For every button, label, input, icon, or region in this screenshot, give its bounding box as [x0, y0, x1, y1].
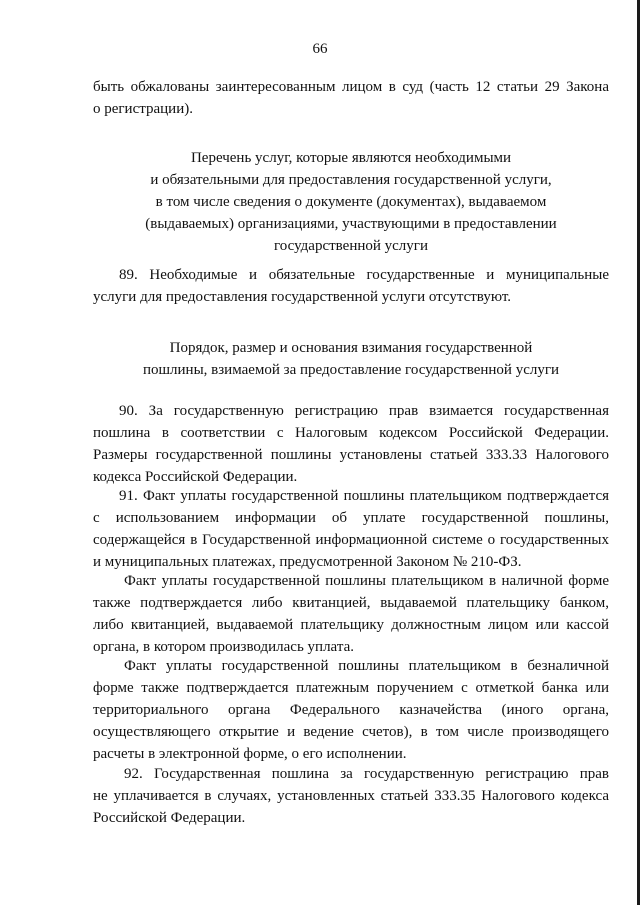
paragraph-91-noncash — [93, 655, 609, 765]
text-line: с использованием информации об уплате государственной пошлины, — [93, 510, 609, 526]
paragraph-91-cash — [93, 570, 609, 658]
text-line: 89. Необходимые и обязательные государственные и муниципальные — [119, 267, 609, 283]
section-heading-fee — [93, 337, 609, 381]
heading-line: Порядок, размер и основания взимания государственной — [169, 340, 533, 356]
text-line: кодекса Российской Федерации. — [93, 469, 298, 485]
page-number: 66 — [312, 41, 328, 57]
text-line: Российской Федерации. — [93, 810, 246, 826]
text-line: 90. За государственную регистрацию прав взимается государственная — [119, 403, 609, 419]
heading-line: государственной услуги — [274, 238, 428, 254]
text-line: пошлина в соответствии с Налоговым кодексом Российской Федерации. — [93, 425, 609, 441]
section-heading-services — [93, 147, 609, 257]
heading-line: в том числе сведения о документе (документах), выдаваемом — [155, 194, 547, 210]
text-line: содержащейся в Государственной информационной системе о государственных — [93, 532, 609, 548]
text-line: Размеры государственной пошлины установлены статьей 333.33 Налогового — [93, 447, 609, 463]
text-line: также подтверждается либо квитанцией, выдаваемой плательщику банком, — [93, 595, 609, 611]
heading-line: и обязательными для предоставления государственной услуги, — [150, 172, 552, 188]
paragraph-90 — [93, 400, 609, 488]
paragraph-91 — [93, 485, 609, 573]
text-line: быть обжалованы заинтересованным лицом в суд (часть 12 статьи 29 Закона — [93, 79, 609, 95]
text-line: услуги для предоставления государственной услуги отсутствуют. — [93, 289, 512, 305]
paragraph-89 — [93, 264, 609, 308]
heading-line: Перечень услуг, которые являются необходимыми — [190, 150, 512, 166]
text-line: Факт уплаты государственной пошлины плательщиком в наличной форме — [124, 573, 609, 589]
paragraph-92 — [93, 763, 609, 829]
text-line: и муниципальных платежах, предусмотренной Законом № 210-ФЗ. — [93, 554, 522, 570]
intro-paragraph — [93, 76, 609, 120]
text-line: 91. Факт уплаты государственной пошлины плательщиком подтверждается — [119, 488, 609, 504]
text-line: либо квитанцией, выдаваемой плательщику должностным лицом или кассой — [93, 617, 609, 633]
text-line: органа, в котором производилась уплата. — [93, 639, 354, 655]
text-line: не уплачивается в случаях, установленных статьей 333.35 Налогового кодекса — [93, 788, 609, 804]
text-line: Факт уплаты государственной пошлины плательщиком в безналичной — [124, 658, 609, 674]
text-line: территориального органа Федерального казначейства (иного органа, — [93, 702, 609, 718]
text-line: о регистрации). — [93, 101, 193, 117]
text-line: осуществляющего открытие и ведение счетов), в том числе производящего — [93, 724, 609, 740]
text-line: 92. Государственная пошлина за государственную регистрацию прав — [124, 766, 609, 782]
heading-line: пошлины, взимаемой за предоставление государственной услуги — [142, 362, 560, 378]
text-line: расчеты в электронной форме, о его исполнении. — [93, 746, 407, 762]
heading-line: (выдаваемых) организациями, участвующими в предоставлении — [145, 216, 557, 232]
text-line: форме также подтверждается платежным поручением с отметкой банка или — [93, 680, 609, 696]
